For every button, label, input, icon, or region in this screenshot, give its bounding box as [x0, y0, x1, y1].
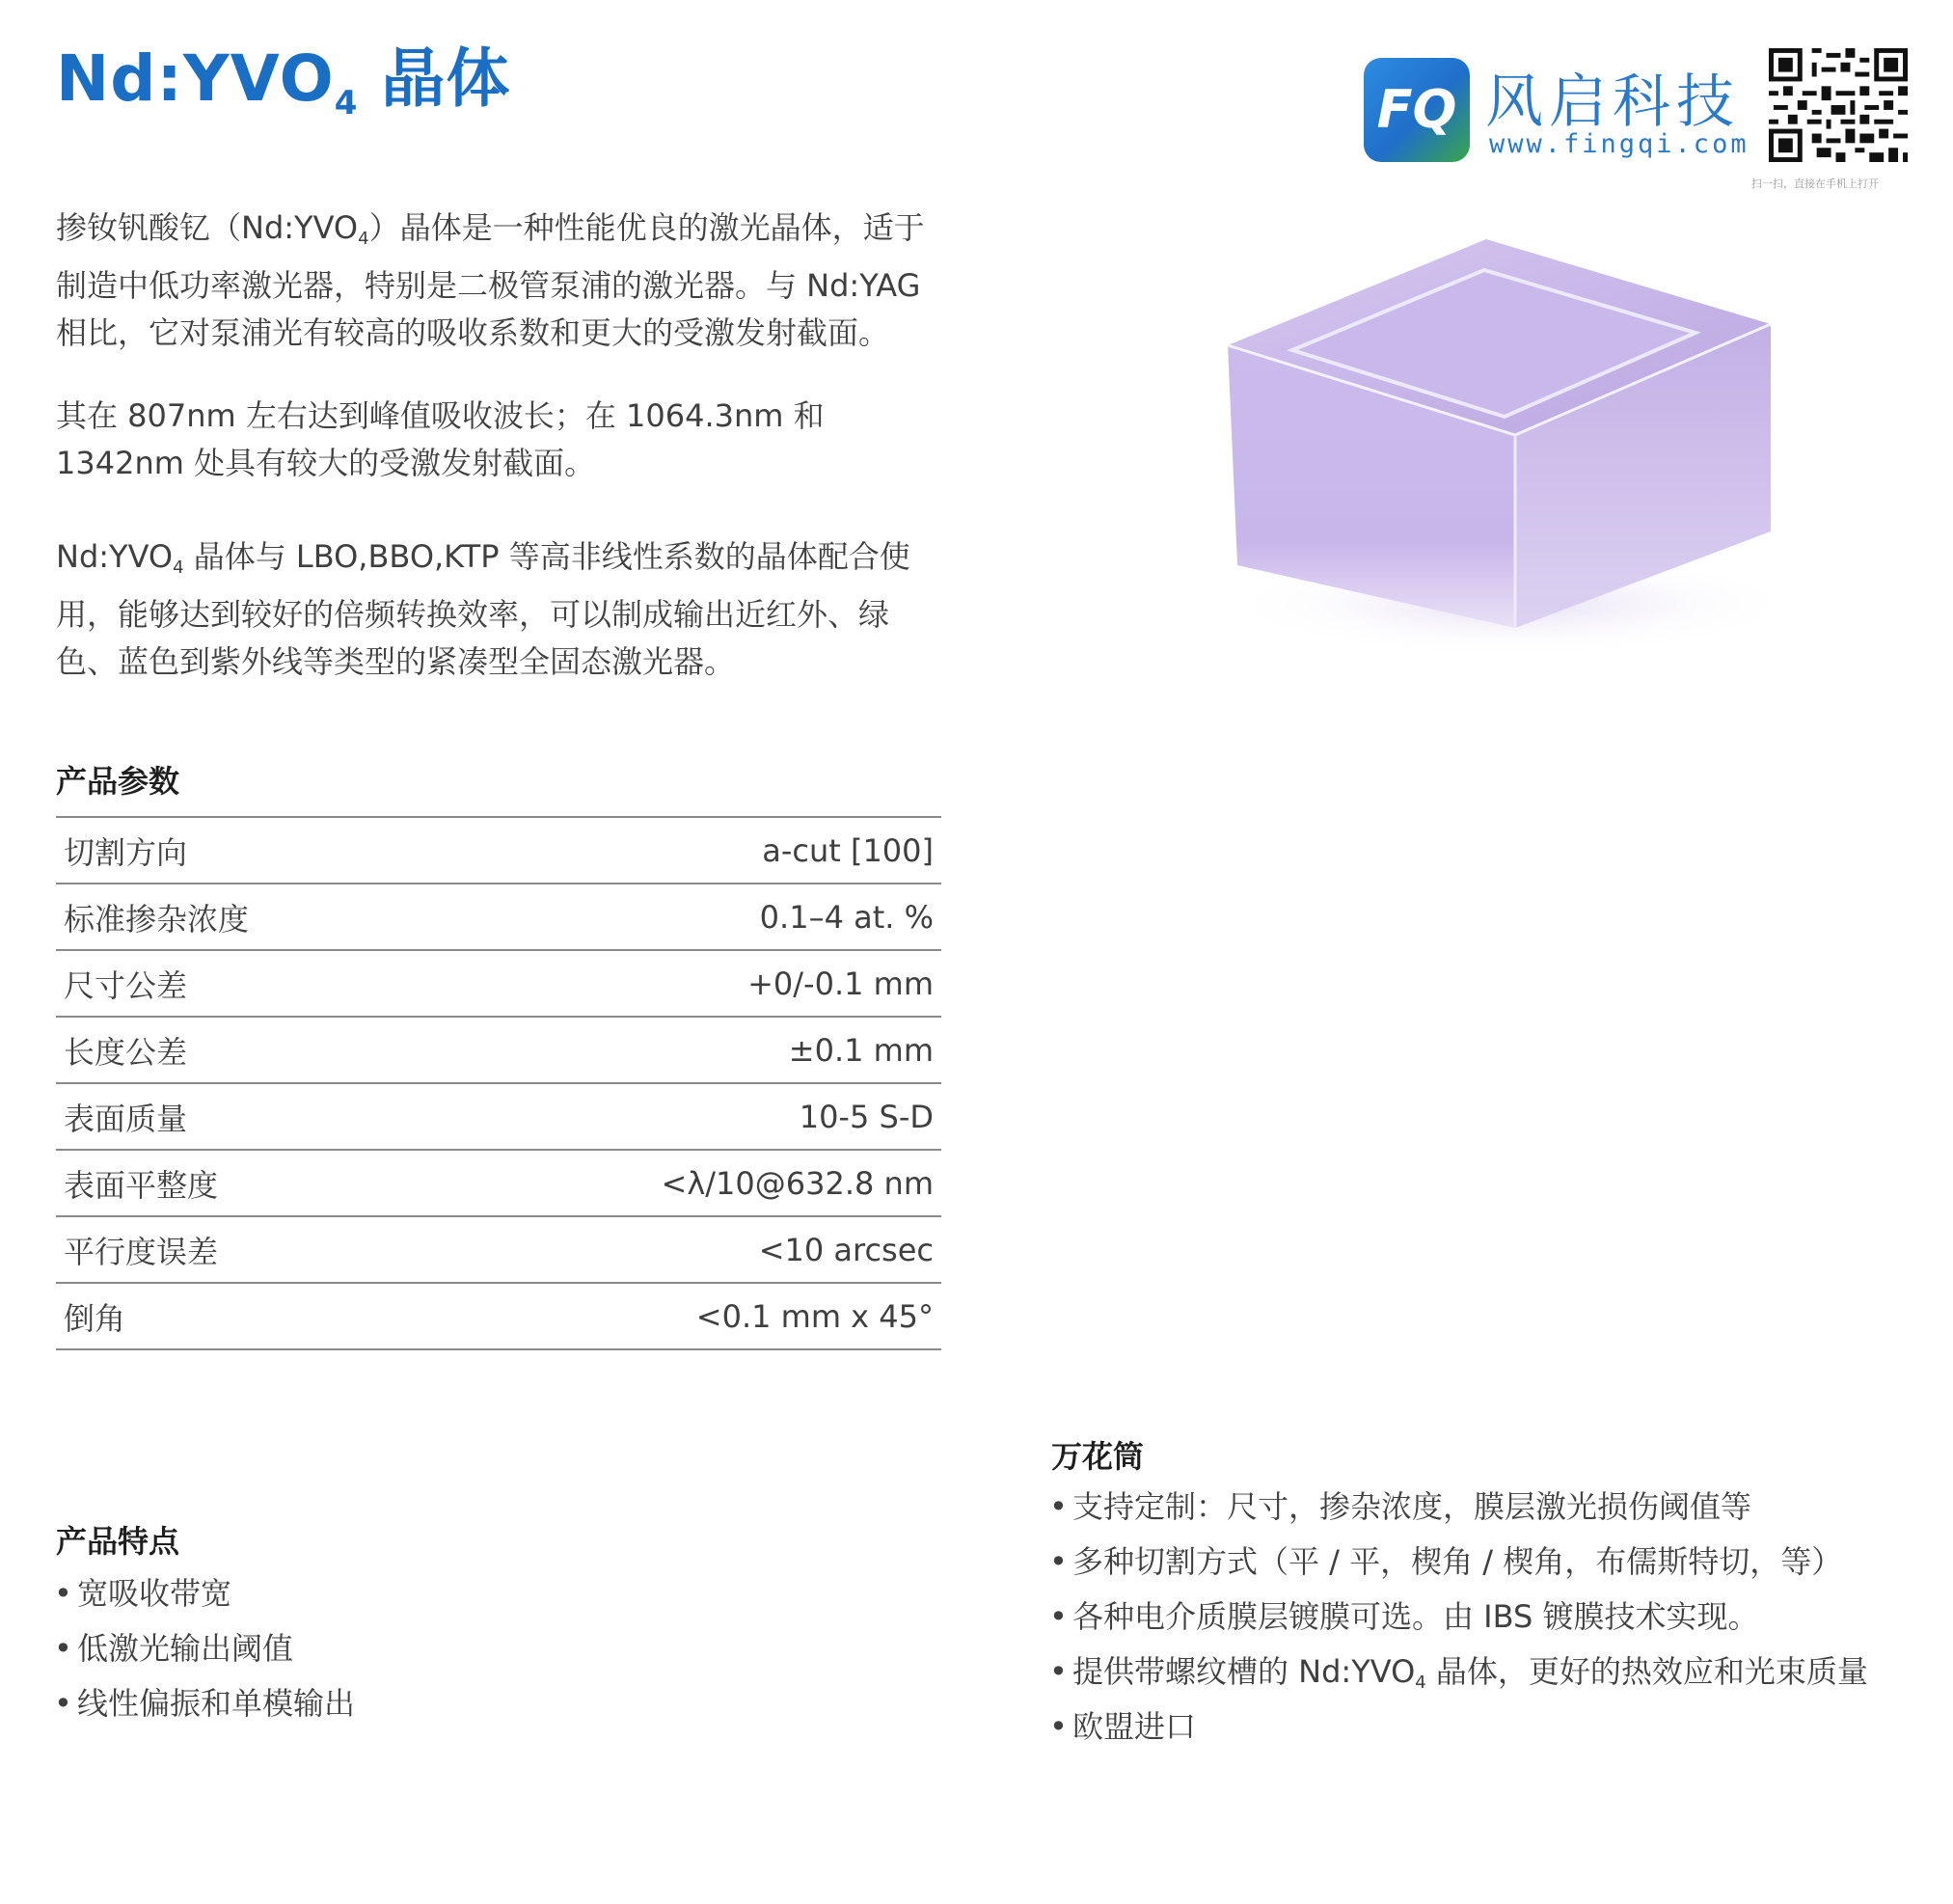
- list-item-text: 各种电介质膜层镀膜可选。由 IBS 镀膜技术实现。: [1072, 1598, 1759, 1635]
- intro-p1-subscript: 4: [358, 229, 369, 249]
- title-suffix: 晶体: [358, 41, 511, 116]
- param-value: +0/-0.1 mm: [747, 965, 934, 1002]
- table-row: [56, 1018, 941, 1084]
- kaleidoscope-heading: 万花筒: [1051, 1438, 1145, 1475]
- intro-paragraph-2: 其在 807nm 左右达到峰值吸收波长；在 1064.3nm 和 1342nm 处具有较大的受激发射截面。: [56, 397, 825, 481]
- kaleidoscope-list: [1049, 1480, 1868, 1754]
- table-row: [56, 818, 941, 884]
- list-item-text: 线性偏振和单模输出: [77, 1685, 356, 1722]
- list-item-text: 宽吸收带宽: [77, 1575, 232, 1612]
- list-item: [54, 1676, 355, 1731]
- param-value: a-cut [100]: [762, 831, 934, 869]
- bullet-icon: •: [1049, 1653, 1068, 1690]
- bullet-icon: •: [1049, 1708, 1068, 1745]
- intro-p3-text-b: 晶体与 LBO,BBO,KTP 等高非线性系数的晶体配合使用，能够达到较好的倍频转换效率，可以制成输出近红外、绿色、蓝色到紫外线等类型的紧凑型全固态激光器。: [56, 538, 910, 680]
- bullet-icon: •: [1049, 1598, 1068, 1635]
- bullet-icon: •: [1049, 1543, 1068, 1580]
- param-value: <λ/10@632.8 nm: [661, 1164, 934, 1202]
- list-item-text: 欧盟进口: [1072, 1708, 1197, 1745]
- list-item-text: 多种切割方式（平 / 平，楔角 / 楔角，布儒斯特切，等）: [1072, 1543, 1843, 1580]
- list-item: [1049, 1480, 1868, 1535]
- table-row: [56, 951, 941, 1018]
- bullet-icon: •: [54, 1575, 72, 1612]
- company-name: 风启科技: [1485, 68, 1740, 136]
- features-heading: 产品特点: [56, 1523, 180, 1560]
- features-list: [54, 1566, 355, 1731]
- bullet-icon: •: [1049, 1488, 1068, 1525]
- params-heading: 产品参数: [56, 763, 180, 800]
- intro-p1-text-b: ）晶体是一种性能优良的激光晶体，适于制造中低功率激光器，特别是二极管泵浦的激光器。与 Nd:YAG 相比，它对泵浦光有较高的吸收系数和更大的受激发射截面。: [56, 209, 925, 351]
- intro-p3-text-a: Nd:YVO: [56, 538, 174, 575]
- intro-paragraph-1: [56, 204, 943, 357]
- title-subscript: 4: [334, 84, 359, 122]
- list-item: [54, 1566, 355, 1621]
- bullet-icon: •: [54, 1630, 72, 1667]
- list-item-text-a: 提供带螺纹槽的 Nd:YVO: [1072, 1653, 1416, 1690]
- table-row: [56, 1217, 941, 1284]
- param-label: 切割方向: [64, 833, 188, 871]
- logo-mark-text: FQ: [1376, 79, 1457, 140]
- intro-p3-subscript: 4: [173, 558, 184, 578]
- params-table: [56, 816, 941, 1350]
- qr-code-icon[interactable]: [1769, 48, 1908, 162]
- param-label: 标准掺杂浓度: [64, 900, 250, 938]
- qr-caption: 扫一扫，直接在手机上打开: [1751, 177, 1879, 190]
- table-row: [56, 1151, 941, 1217]
- list-item: [1049, 1535, 1868, 1590]
- list-item: [1049, 1590, 1868, 1645]
- list-item-text-b: 晶体，更好的热效应和光束质量: [1425, 1653, 1868, 1690]
- param-value: 0.1–4 at. %: [759, 898, 934, 936]
- param-value: <10 arcsec: [758, 1231, 934, 1268]
- table-row: [56, 1084, 941, 1151]
- param-label: 长度公差: [64, 1033, 188, 1071]
- intro-paragraph-3: [56, 533, 943, 686]
- param-label: 尺寸公差: [64, 966, 188, 1004]
- param-label: 倒角: [64, 1299, 126, 1337]
- list-item: [1049, 1700, 1868, 1754]
- table-row: [56, 884, 941, 951]
- param-label: 表面质量: [64, 1100, 188, 1137]
- list-item: [54, 1621, 355, 1676]
- list-item-subscript: 4: [1415, 1673, 1426, 1693]
- param-label: 平行度误差: [64, 1233, 219, 1270]
- title-main: Nd:YVO: [56, 41, 335, 116]
- table-row: [56, 1284, 941, 1350]
- list-item-text: 支持定制：尺寸，掺杂浓度，膜层激光损伤阈值等: [1072, 1488, 1752, 1525]
- crystal-image: [1223, 237, 1773, 652]
- param-value: ±0.1 mm: [788, 1031, 934, 1069]
- param-label: 表面平整度: [64, 1166, 219, 1204]
- param-value: <0.1 mm x 45°: [695, 1297, 934, 1335]
- list-item-text: 低激光输出阈值: [77, 1630, 294, 1667]
- company-url[interactable]: www.fingqi.com: [1489, 129, 1750, 159]
- list-item: [1049, 1645, 1868, 1700]
- intro-p1-text-a: 掺钕钒酸钇（Nd:YVO: [56, 209, 359, 246]
- page-title: [56, 27, 510, 122]
- bullet-icon: •: [54, 1685, 72, 1722]
- param-value: 10-5 S-D: [799, 1098, 934, 1135]
- company-logo-icon: [1364, 58, 1470, 162]
